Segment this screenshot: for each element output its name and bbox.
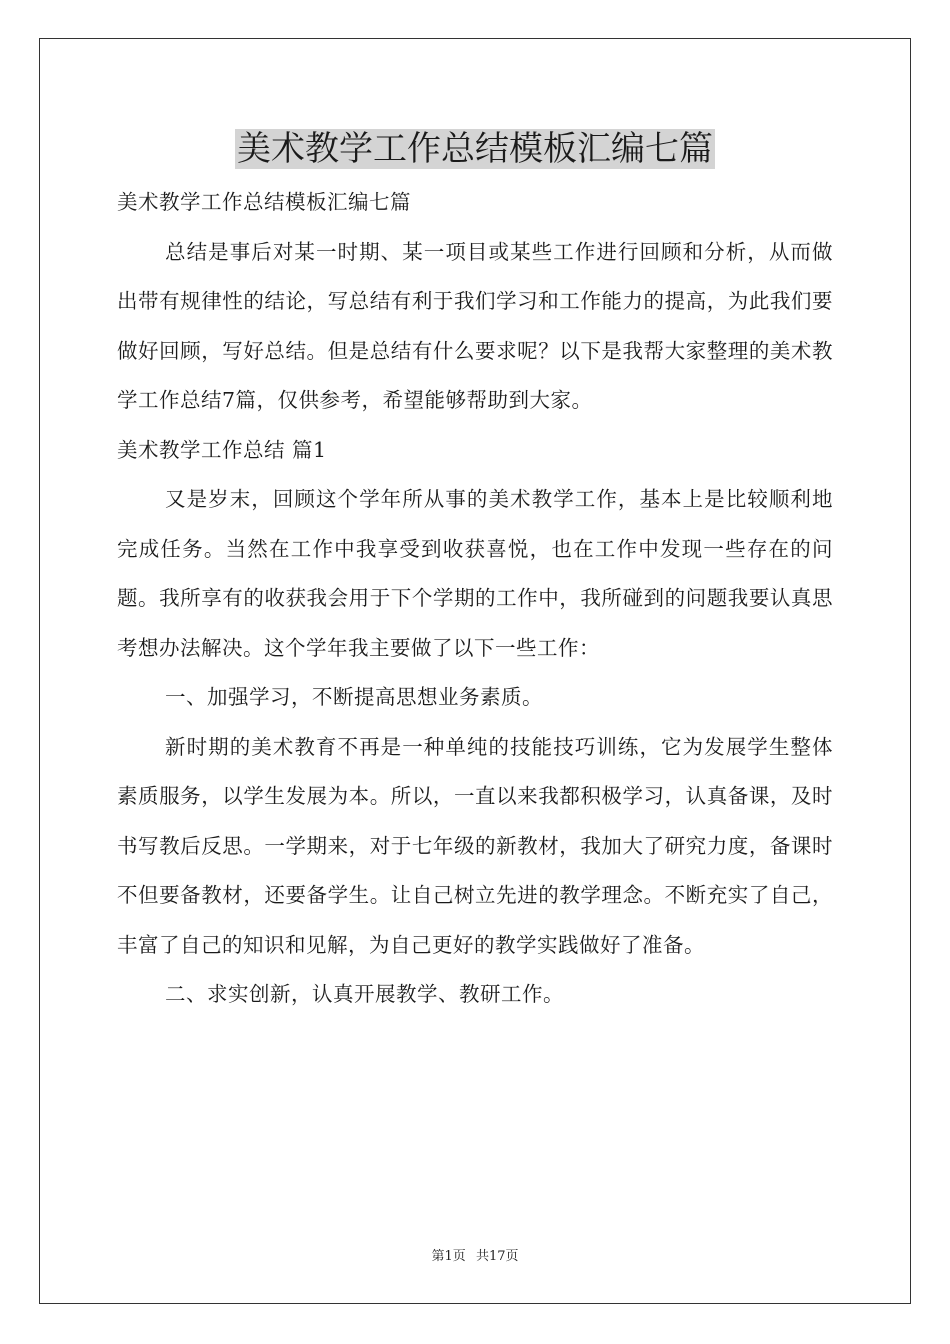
title-text: 美术教学工作总结模板汇编七篇	[237, 129, 713, 169]
section-heading: 美术教学工作总结 篇1	[117, 437, 327, 462]
body-paragraph-2: 新时期的美术教育不再是一种单纯的技能技巧训练，它为发展学生整体素质服务，以学生发展为本。所以，一直以来我都积极学习，认真备课，及时书写教后反思。一学期来，对于七年级的新教材，我加大了研究力度，备课时不但要备教材，还要备学生。让自己树立先进的教学理念。不断充实了自己，丰富了自己的知识和见解，为自己更好的教学实践做好了准备。	[117, 734, 833, 957]
document-body	[117, 120, 833, 1020]
document-title	[117, 120, 833, 178]
point-heading-2: 二、求实创新，认真开展教学、教研工作。	[165, 982, 564, 1006]
page-number: 第1页	[431, 1249, 466, 1264]
intro-paragraph: 总结是事后对某一时期、某一项目或某些工作进行回顾和分析，从而做出带有规律性的结论，写总结有利于我们学习和工作能力的提高，为此我们要做好回顾，写好总结。但是总结有什么要求呢？以下是我帮大家整理的美术教学工作总结7篇，仅供参考，希望能够帮助到大家。	[117, 239, 833, 412]
page-total: 共17页	[475, 1249, 519, 1264]
subtitle-paragraph: 美术教学工作总结模板汇编七篇	[117, 190, 411, 214]
body-paragraph-1: 又是岁末，回顾这个学年所从事的美术教学工作，基本上是比较顺利地完成任务。当然在工作中我享受到收获喜悦，也在工作中发现一些存在的问题。我所享有的收获我会用于下个学期的工作中，我所碰到的问题我要认真思考想办法解决。这个学年我主要做了以下一些工作：	[117, 487, 833, 660]
point-heading-1: 一、加强学习，不断提高思想业务素质。	[165, 685, 543, 709]
page-footer	[0, 1248, 950, 1266]
